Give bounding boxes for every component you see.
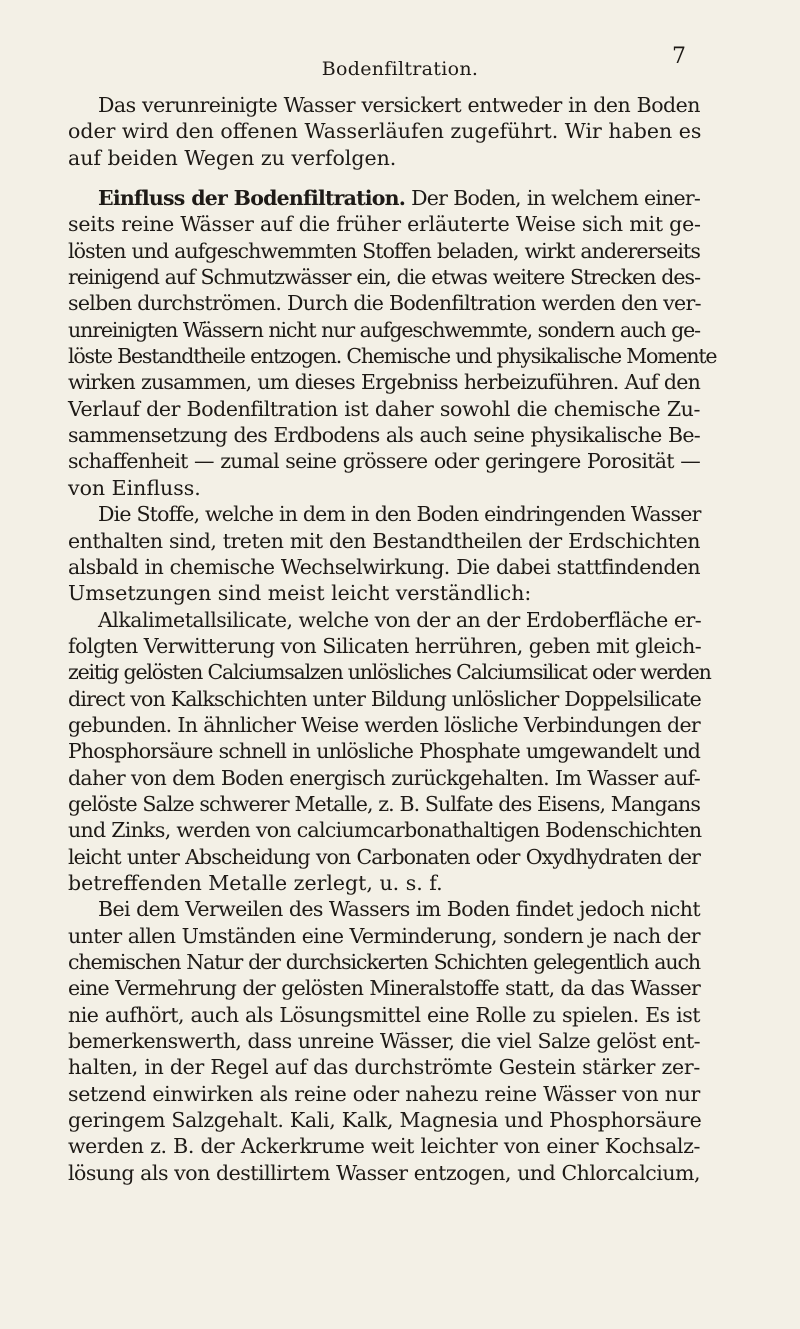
text-line: Verlauf der Bodenfiltration ist daher sowohl die chemische Zu- [68, 396, 700, 421]
text-line: direct von Kalkschichten unter Bildung unlöslicher Doppelsilicate [68, 686, 702, 711]
text-line: Die Stoffe, welche in dem in den Boden eindringenden Wasser [98, 502, 701, 527]
text-line: leicht unter Abscheidung von Carbonaten oder Oxydhydraten der [68, 844, 700, 869]
text-line: Umsetzungen sind meist leicht verständlich: [68, 581, 532, 606]
text-line: reinigend auf Schmutzwässer ein, die etwas weitere Strecken des- [68, 265, 700, 290]
heading-line-text: Der Boden, in welchem einer- [411, 186, 700, 211]
text-line: folgten Verwitterung von Silicaten herrühren, geben mit gleich- [68, 633, 702, 658]
text-line: von Einfluss. [68, 475, 201, 500]
text-line: wirken zusammen, um dieses Ergebniss herbeizuführen. Auf den [68, 370, 700, 395]
text-line: gebunden. In ähnlicher Weise werden lösliche Verbindungen der [68, 712, 700, 737]
text-line: zeitig gelösten Calciumsalzen unlösliches Calciumsilicat oder werden [68, 660, 711, 685]
section-heading-line [68, 185, 700, 211]
text-line: chemischen Natur der durchsickerten Schichten gelegentlich auch [68, 950, 700, 974]
text-line: Alkalimetallsilicate, welche von der an der Erdoberfläche er- [98, 607, 702, 632]
text-line: sammensetzung des Erdbodens als auch seine physikalische Be- [68, 423, 700, 448]
text-line: bemerkenswerth, dass unreine Wässer, die viel Salze gelöst ent- [68, 1029, 700, 1054]
text-line: lösung als von destillirtem Wasser entzogen, und Chlorcalcium, [68, 1160, 700, 1185]
text-line: nie aufhört, auch als Lösungsmittel eine Rolle zu spielen. Es ist [68, 1002, 700, 1027]
text-line: lösten und aufgeschwemmten Stoffen beladen, wirkt andererseits [68, 238, 700, 263]
text-line: und Zinks, werden von calciumcarbonathaltigen Bodenschichten [68, 818, 702, 843]
text-line: Bei dem Verweilen des Wassers im Boden findet jedoch nicht [98, 897, 700, 922]
text-line: schaffenheit — zumal seine grössere oder geringere Porosität — [68, 449, 700, 474]
text-line: halten, in der Regel auf das durchströmte Gestein stärker zer- [68, 1055, 700, 1080]
text-line: Phosphorsäure schnell in unlösliche Phosphate umgewandelt und [68, 739, 700, 764]
text-line: oder wird den offenen Wasserläufen zugeführt. Wir haben es [68, 119, 702, 144]
text-line: setzend einwirken als reine oder nahezu reine Wässer von nur [68, 1081, 700, 1106]
text-line: auf beiden Wegen zu verfolgen. [68, 145, 397, 170]
text-line: unreinigten Wässern nicht nur aufgeschwemmte, sondern auch ge- [68, 317, 700, 342]
text-line: Das verunreinigte Wasser versickert entweder in den Boden [98, 93, 700, 117]
running-title: Bodenfiltration. [321, 58, 479, 80]
text-line: löste Bestandtheile entzogen. Chemische und physikalische Momente [68, 344, 717, 369]
text-line: eine Vermehrung der gelösten Mineralstoffe statt, da das Wasser [68, 976, 700, 1001]
text-line: geringem Salzgehalt. Kali, Kalk, Magnesia und Phosphorsäure [68, 1108, 702, 1133]
text-line: gelöste Salze schwerer Metalle, z. B. Sulfate des Eisens, Mangans [68, 791, 700, 816]
page-number: 7 [672, 44, 686, 69]
text-line: seits reine Wässer auf die früher erläuterte Weise sich mit ge- [68, 212, 701, 237]
text-line: alsbald in chemische Wechselwirkung. Die dabei stattfindenden [68, 554, 700, 579]
text-line: selben durchströmen. Durch die Bodenfiltration werden den ver- [68, 291, 701, 316]
text-line: daher von dem Boden energisch zurückgehalten. Im Wasser auf- [68, 765, 700, 790]
section-heading: Einfluss der Bodenfiltration. [98, 186, 406, 211]
text-line: betreffenden Metalle zerlegt, u. s. f. [68, 870, 443, 895]
text-line: enthalten sind, treten mit den Bestandtheilen der Erdschichten [68, 528, 700, 553]
body-text [68, 92, 717, 1186]
text-line: unter allen Umständen eine Verminderung, sondern je nach der [68, 923, 700, 948]
text-line: werden z. B. der Ackerkrume weit leichter von einer Kochsalz- [68, 1134, 700, 1159]
